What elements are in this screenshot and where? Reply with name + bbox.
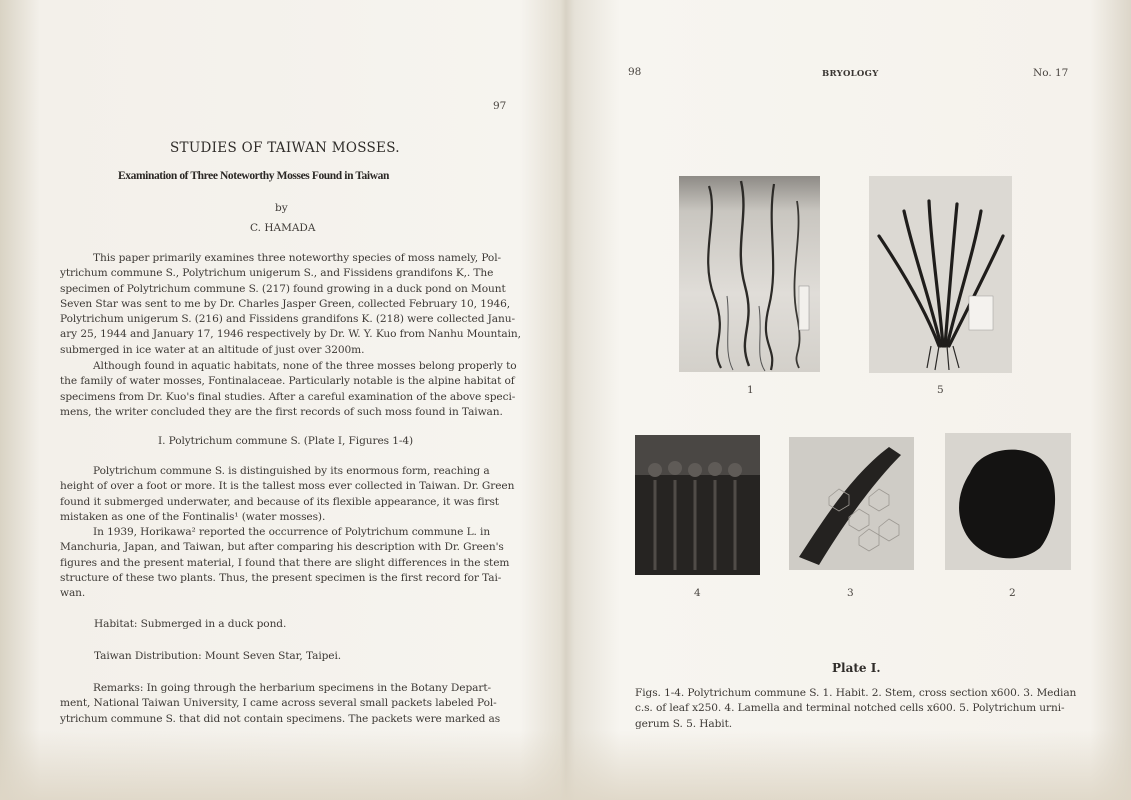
byline-by: by [275,202,288,214]
text-line: specimens from Dr. Kuo's final studies. After a careful examination of the above speci- [60,390,516,403]
paragraph-description [60,464,515,525]
lamella-cells-illustration [635,435,760,575]
text-line: mens, the writer concluded they are the first records of such moss found in Taiwan. [60,405,503,418]
leaf-section-illustration [789,437,914,570]
plate-figure-3-photo [789,437,914,570]
text-line: Seven Star was sent to me by Dr. Charles Jasper Green, collected February 10, 1946, [60,297,511,310]
figure-label-4: 4 [694,587,701,599]
article-subtitle: Examination of Three Noteworthy Mosses Found in Taiwan [118,170,389,182]
text-line: Remarks: In going through the herbarium specimens in the Botany Depart- [93,682,491,694]
plate-figure-2-photo [945,433,1071,570]
text-line: Although found in aquatic habitats, none of the three mosses belong properly to [93,360,517,372]
text-line: specimen of Polytrichum commune S. (217) found growing in a duck pond on Mount [60,282,506,295]
text-line: Polytrichum commune S. is distinguished by its enormous form, reaching a [93,465,490,477]
figure-label-1: 1 [747,384,754,396]
text-line: structure of these two plants. Thus, the present specimen is the first record for Tai- [60,571,502,584]
text-line: Manchuria, Japan, and Taiwan, but after comparing his description with Dr. Green's [60,541,504,554]
text-line: mistaken as one of the Fontinalis¹ (water mosses). [60,510,326,523]
figure-label-3: 3 [847,587,854,599]
text-line: ytrichum commune S., Polytrichum unigerum S., and Fissidens grandifons K,. The [60,267,494,280]
text-line: This paper primarily examines three noteworthy species of moss namely, Pol- [93,252,501,264]
habitat-line: Habitat: Submerged in a duck pond. [94,618,287,630]
stem-section-illustration [945,433,1071,570]
author-name: C. HAMADA [250,222,316,234]
issue-number: No. 17 [1033,67,1069,79]
text-line: In 1939, Horikawa² reported the occurrence of Polytrichum commune L. in [93,526,491,538]
text-line: ment, National Taiwan University, I came across several small packets labeled Pol- [60,697,497,710]
plate-title: Plate I. [832,661,881,675]
text-line: ytrichum commune S. that did not contain specimens. The packets were marked as [60,712,501,725]
text-line: height of over a foot or more. It is the tallest moss ever collected in Taiwan. Dr. Green [60,480,515,493]
text-line: submerged in ice water at an altitude of just over 3200m. [60,343,365,356]
moss-stems-illustration [679,176,820,372]
text-line: figures and the present material, I found that there are slight differences in the stem [60,556,510,569]
caption-line: gerum S. 5. Habit. [635,717,732,730]
figure-label-5: 5 [937,384,944,396]
text-line: wan. [60,587,86,600]
text-line: ary 25, 1944 and January 17, 1946 respectively by Dr. W. Y. Kuo from Nanhu Mountain, [60,328,521,341]
text-line: Polytrichum unigerum S. (216) and Fissidens grandifons K. (218) were collected Janu- [60,313,515,326]
distribution-line: Taiwan Distribution: Mount Seven Star, Taipei. [94,650,342,662]
paragraph-intro [60,251,521,358]
running-head: BRYOLOGY [822,69,879,79]
caption-line: Figs. 1-4. Polytrichum commune S. 1. Habit. 2. Stem, cross section x600. 3. Median [635,687,1077,699]
plate-figure-5-photo [869,176,1012,373]
text-line: found it submerged underwater, and because of its flexible appearance, it was first [60,495,499,508]
paragraph-remarks [60,681,500,727]
section-heading: I. Polytrichum commune S. (Plate I, Figures 1-4) [158,435,414,447]
moss-tuft-illustration [869,176,1012,373]
plate-figure-4-photo [635,435,760,575]
paragraph-horikawa [60,525,510,601]
paragraph-habitat-notes [60,359,517,420]
article-title: STUDIES OF TAIWAN MOSSES. [170,140,400,156]
left-page-number: 97 [493,100,507,112]
figure-label-2: 2 [1009,587,1016,599]
text-line: the family of water mosses, Fontinalaceae. Particularly notable is the alpine habitat of [60,375,515,388]
caption-line: c.s. of leaf x250. 4. Lamella and terminal notched cells x600. 5. Polytrichum urni- [635,702,1065,715]
right-page-number: 98 [628,66,642,78]
plate-figure-1-photo [679,176,820,372]
plate-caption [635,686,1076,732]
